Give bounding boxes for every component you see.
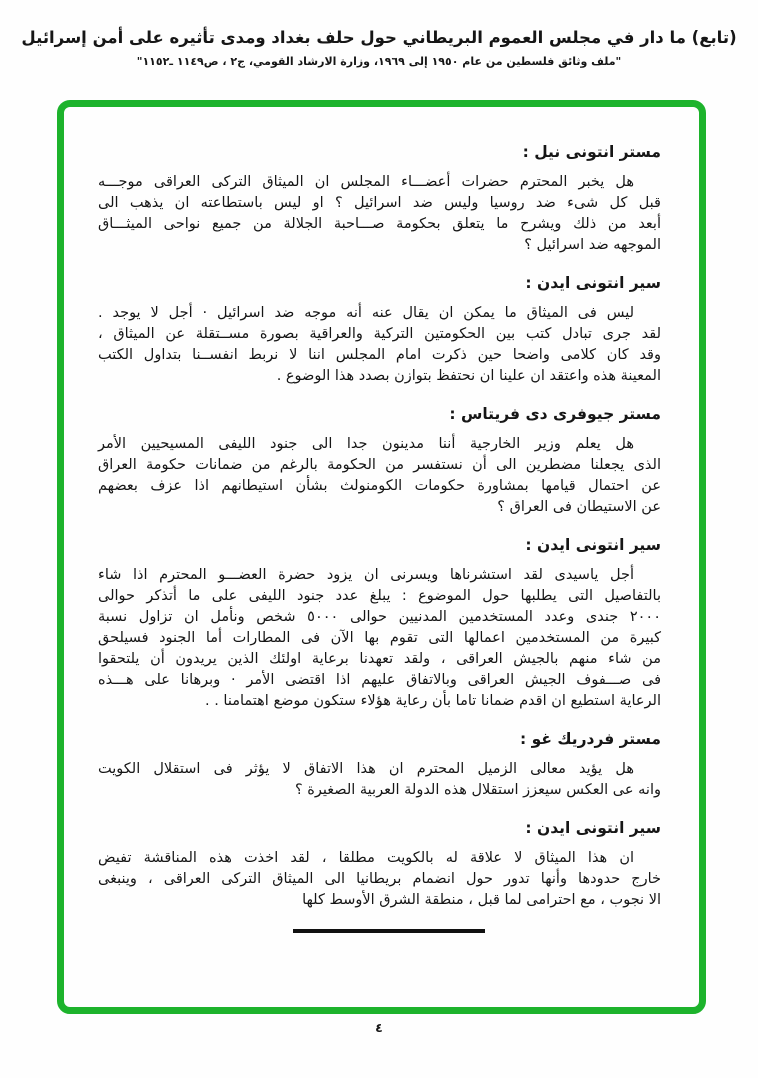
speech-paragraph (98, 565, 661, 712)
speech-line: لقد جرى تبادل كتب بين الحكومتين التركية والعراقية بصورة مســتقلة عن الميثاق ، (98, 326, 661, 342)
speech-line: بالتفاصيل التى يطلبها حول الموضوع : يبلغ عدد جنود الليفى على ما أتذكر حوالى (98, 588, 661, 604)
speech-paragraph (98, 303, 661, 387)
speech-paragraph (98, 759, 661, 801)
document-title: (تابع) ما دار في مجلس العموم البريطاني حول حلف بغداد ومدى تأثيره على أمن إسرائيل (21, 28, 737, 47)
section-divider-rule (293, 929, 485, 933)
speech-line: قبل كل شىء ضد روسيا وليس ضد اسرائيل ؟ او ليس باستطاعته ان يذهب الى (98, 195, 661, 211)
speech-paragraph (98, 434, 661, 518)
speaker-heading: مستر فردريك غو : (520, 730, 661, 748)
speech-paragraph (98, 172, 661, 256)
speaker-heading: سير انتونى ايدن : (525, 536, 661, 554)
speech-line: أبعد من ذلك ويشرح ما يتعلق بحكومة صـــاحبة الجلالة من جميع نواحى الميثـــاق (98, 216, 661, 232)
document-body (64, 107, 699, 911)
speaker-heading: سير انتونى ايدن : (525, 819, 661, 837)
speech-line: هل يؤيد معالى الزميل المحترم ان هذا الاتفاق لا يؤثر فى استقلال الكويت (98, 761, 634, 777)
speech-line: الذى يجعلنا مضطرين الى أن نستفسر من الحكومة بالرغم من ضمانات حكومة العراق (98, 457, 661, 473)
speech-line: أجل ياسيدى لقد استشرناها ويسرنى ان يزود حضرة العضـــو المحترم اذا شاء (98, 567, 634, 583)
speech-line: ان هذا الميثاق لا علاقة له بالكويت مطلقا ، لقد اخذت هذه المناقشة تفيض (98, 850, 634, 866)
speech-line: عن الاستيطان فى العراق ؟ (497, 499, 661, 515)
speech-line: خارج حدودها وأنها تدور حول انضمام بريطانيا الى الميثاق التركى العراقى ، وينبغى (98, 871, 661, 887)
speech-line: وانه عى العكس سيعزز استقلال هذه الدولة العربية الصغيرة ؟ (294, 782, 661, 798)
document-source-citation: "ملف وثائق فلسطين من عام ١٩٥٠ إلى ١٩٦٩، وزارة الارشاد القومي، ج٢ ، ص١١٤٩ ـ١١٥٢" (136, 55, 622, 68)
speech-paragraph (98, 848, 661, 911)
speech-line: من شاء منهم بالجيش العراقى ، ولقد تعهدنا برعاية اولئك الذين يريدون أن يلتحقوا (98, 651, 661, 667)
speech-line: كبيرة من المستخدمين اعمالها التى تقوم بها الآن فى المطارات أما الجنود فسيلحق (98, 630, 661, 646)
qa-section (98, 403, 661, 518)
qa-section (98, 534, 661, 712)
qa-section (98, 141, 661, 256)
speech-line: وقد كان كلامى واضحا حين ذكرت امام المجلس اننا لا نربط انفســنا بتداول الكتب (98, 347, 661, 363)
speaker-heading: مستر انتونى نيل : (522, 143, 661, 161)
page-number: ٤ (375, 1020, 383, 1035)
speech-line: الا نجوب ، مع احترامى لما قبل ، منطقة الشرق الأوسط كلها (302, 892, 661, 908)
speech-line: هل يعلم وزير الخارجية أننا مدينون جدا الى جنود الليفى المسيحيين الأمر (98, 436, 634, 452)
speech-line: هل يخبر المحترم حضرات أعضـــاء المجلس ان الميثاق التركى العراقى موجـــه (98, 174, 634, 190)
speech-line: المعينة هذه واعتقد ان علينا ان نحتفظ بتوازن بصدد هذا الوضوع . (276, 368, 661, 384)
document-header (0, 0, 758, 69)
speech-line: ليس فى الميثاق ما يمكن ان يقال عنه أنه موجه ضد اسرائيل · أجل لا يوجد . (98, 305, 634, 321)
speech-line: عن احتمال قيامها بمشاورة حكومات الكومنولث بشأن استيطانهم اذا عزف بعضهم (98, 478, 661, 494)
speaker-heading: مستر جيوفرى دى فريتاس : (449, 405, 661, 423)
qa-section (98, 817, 661, 911)
speech-line: فى صـــفوف الجيش العراقى وبالاتفاق عليهم اذا اقتضى الأمر · وبرهانا على هـــذه (98, 672, 661, 688)
green-border-frame (57, 100, 706, 1014)
qa-section (98, 272, 661, 387)
speaker-heading: سير انتونى ايدن : (525, 274, 661, 292)
speech-line: الموجهه ضد اسرائيل ؟ (524, 237, 661, 253)
speech-line: ٢٠٠٠ جندى وعدد المستخدمين المدنيين حوالى ٥٠٠٠ شخص ونأمل ان تزاول نسبة (98, 609, 661, 625)
speech-line: الرعاية استطيع ان اقدم ضمانا تاما بأن رعاية هؤلاء ستكون موضع اهتمامنا . . (204, 693, 661, 709)
qa-section (98, 728, 661, 801)
